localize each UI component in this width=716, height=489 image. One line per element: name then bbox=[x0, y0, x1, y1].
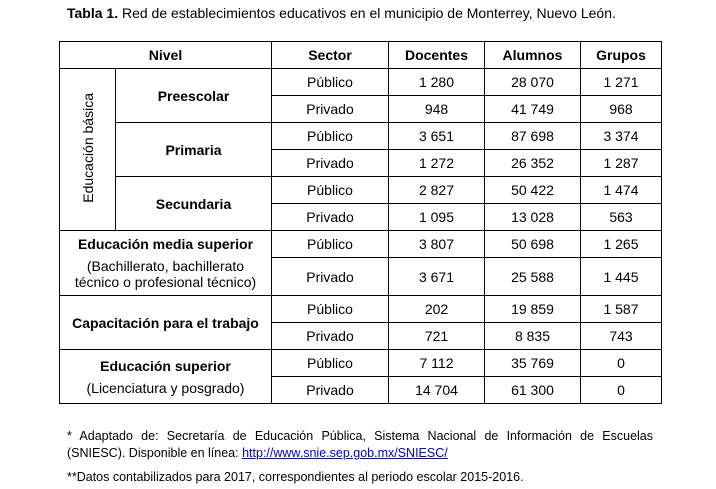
level-superior-sub: (Licenciatura y posgrado) bbox=[86, 379, 245, 396]
sector-cell: Privado bbox=[272, 258, 389, 296]
group-cell bbox=[60, 69, 116, 231]
level-media-sub: (Bachillerato, bachillerato técnico o profesional técnico) bbox=[74, 258, 257, 290]
group-label: Educación básica bbox=[79, 93, 96, 203]
alumnos-cell: 25 588 bbox=[485, 258, 581, 296]
grupos-cell: 743 bbox=[581, 323, 662, 350]
header-grupos: Grupos bbox=[581, 42, 662, 69]
alumnos-cell: 28 070 bbox=[485, 69, 581, 96]
footnote-source-text: * Adaptado de: Secretaría de Educación Pública, Sistema Nacional de Información de Escuelas (SNIESC). Disponible en línea: bbox=[67, 429, 653, 460]
docentes-cell: 3 807 bbox=[389, 231, 485, 258]
docentes-cell: 3 651 bbox=[389, 123, 485, 150]
grupos-cell: 0 bbox=[581, 350, 662, 377]
grupos-cell: 1 271 bbox=[581, 69, 662, 96]
level-secundaria: Secundaria bbox=[116, 177, 272, 231]
docentes-cell: 2 827 bbox=[389, 177, 485, 204]
sector-cell: Público bbox=[272, 177, 389, 204]
alumnos-cell: 50 422 bbox=[485, 177, 581, 204]
table-row bbox=[60, 296, 662, 323]
level-capacitacion: Capacitación para el trabajo bbox=[60, 296, 272, 350]
sector-cell: Privado bbox=[272, 323, 389, 350]
table-row bbox=[60, 177, 662, 204]
docentes-cell: 202 bbox=[389, 296, 485, 323]
grupos-cell: 968 bbox=[581, 96, 662, 123]
docentes-cell: 721 bbox=[389, 323, 485, 350]
alumnos-cell: 87 698 bbox=[485, 123, 581, 150]
grupos-cell: 1 445 bbox=[581, 258, 662, 296]
alumnos-cell: 8 835 bbox=[485, 323, 581, 350]
alumnos-cell: 35 769 bbox=[485, 350, 581, 377]
footnote-period: **Datos contabilizados para 2017, correspondientes al periodo escolar 2015-2016. bbox=[67, 470, 524, 484]
sector-cell: Privado bbox=[272, 377, 389, 404]
caption-text: Red de establecimientos educativos en el municipio de Monterrey, Nuevo León. bbox=[121, 5, 616, 21]
sector-cell: Público bbox=[272, 69, 389, 96]
table-row bbox=[60, 69, 662, 96]
sector-cell: Privado bbox=[272, 96, 389, 123]
docentes-cell: 948 bbox=[389, 96, 485, 123]
docentes-cell: 1 272 bbox=[389, 150, 485, 177]
header-docentes: Docentes bbox=[389, 42, 485, 69]
grupos-cell: 1 587 bbox=[581, 296, 662, 323]
alumnos-cell: 13 028 bbox=[485, 204, 581, 231]
level-media-title: Educación media superior bbox=[77, 236, 254, 252]
docentes-cell: 1 095 bbox=[389, 204, 485, 231]
grupos-cell: 3 374 bbox=[581, 123, 662, 150]
footnote-source bbox=[67, 428, 653, 462]
table-caption bbox=[67, 5, 616, 21]
alumnos-cell: 19 859 bbox=[485, 296, 581, 323]
alumnos-cell: 41 749 bbox=[485, 96, 581, 123]
grupos-cell: 1 287 bbox=[581, 150, 662, 177]
sector-cell: Público bbox=[272, 123, 389, 150]
sector-cell: Privado bbox=[272, 150, 389, 177]
alumnos-cell: 26 352 bbox=[485, 150, 581, 177]
docentes-cell: 1 280 bbox=[389, 69, 485, 96]
header-alumnos: Alumnos bbox=[485, 42, 581, 69]
table-row bbox=[60, 123, 662, 150]
alumnos-cell: 50 698 bbox=[485, 231, 581, 258]
sector-cell: Privado bbox=[272, 204, 389, 231]
header-sector: Sector bbox=[272, 42, 389, 69]
caption-label: Tabla 1. bbox=[67, 5, 119, 21]
level-superior-title: Educación superior bbox=[100, 357, 231, 374]
grupos-cell: 0 bbox=[581, 377, 662, 404]
docentes-cell: 14 704 bbox=[389, 377, 485, 404]
header-nivel: Nivel bbox=[60, 42, 272, 69]
level-superior bbox=[60, 350, 272, 404]
table-row bbox=[60, 350, 662, 377]
sector-cell: Público bbox=[272, 231, 389, 258]
grupos-cell: 1 265 bbox=[581, 231, 662, 258]
header-row bbox=[60, 42, 662, 69]
sector-cell: Público bbox=[272, 296, 389, 323]
docentes-cell: 3 671 bbox=[389, 258, 485, 296]
level-preescolar: Preescolar bbox=[116, 69, 272, 123]
grupos-cell: 563 bbox=[581, 204, 662, 231]
table-row bbox=[60, 231, 662, 258]
grupos-cell: 1 474 bbox=[581, 177, 662, 204]
education-table bbox=[59, 41, 662, 404]
level-media-superior bbox=[60, 231, 272, 296]
sector-cell: Público bbox=[272, 350, 389, 377]
level-primaria: Primaria bbox=[116, 123, 272, 177]
source-link[interactable]: http://www.snie.sep.gob.mx/SNIESC/ bbox=[242, 446, 448, 460]
alumnos-cell: 61 300 bbox=[485, 377, 581, 404]
docentes-cell: 7 112 bbox=[389, 350, 485, 377]
